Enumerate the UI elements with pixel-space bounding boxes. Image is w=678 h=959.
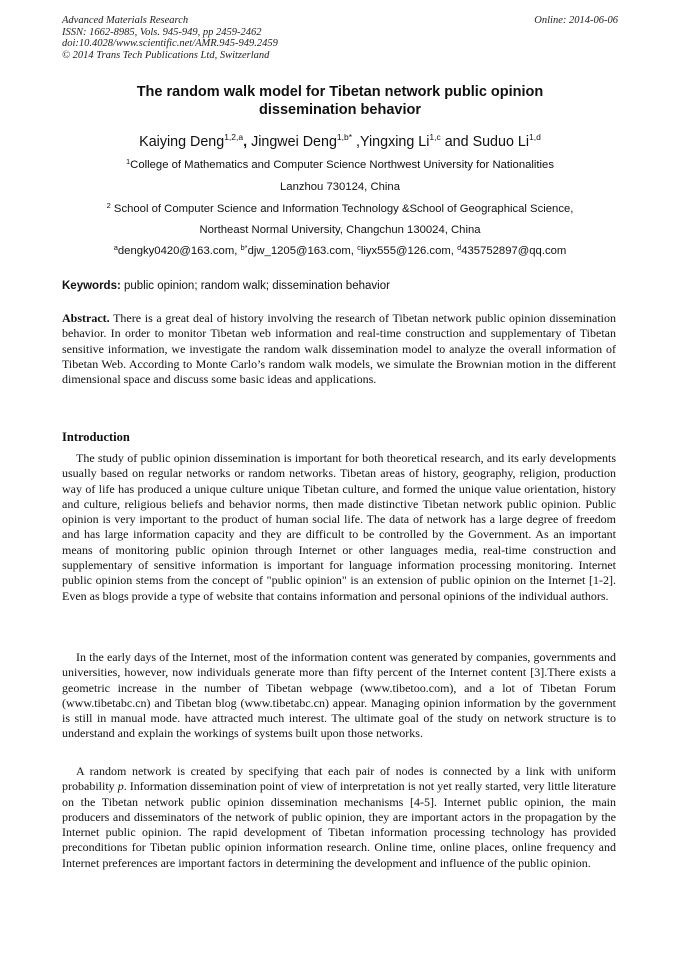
- author-name: Jingwei Deng: [251, 134, 337, 150]
- section-heading-introduction: Introduction: [62, 430, 130, 444]
- email-address: liyx555@126.com,: [360, 245, 458, 257]
- title-line-1: The random walk model for Tibetan network public opinion: [136, 84, 544, 100]
- author-separator: ,: [243, 134, 252, 150]
- author-name: Kaiying Deng: [139, 134, 225, 150]
- email-address: dengky0420@163.com,: [117, 245, 241, 257]
- probability-variable: p: [117, 779, 124, 794]
- abstract: [62, 311, 616, 387]
- author-name: Yingxing Li: [359, 134, 430, 150]
- affiliation-1-line-1: $^1$College of Mathematics and Computer Science Northwest University for Nationalities: [126, 157, 554, 171]
- keywords-label: Keywords:: [62, 280, 121, 292]
- affiliation-2-line-2: Northeast Normal University, Changchun 130024, China: [199, 224, 481, 236]
- abstract-text: There is a great deal of history involving the research of Tibetan network public opinion dissemination behavior. In order to monitor Tibetan web information and real-time construction and supplementary of Tibetan sensitive information, we investigate the random walk dissemination model to analyze the overall information of Tibetan Web. According to Monte Carlo’s random walk models, we simulate the Brownian motion in the different dimensional space and discuss some basic ideas and applications.: [62, 311, 616, 387]
- email-address: djw_1205@163.com,: [247, 245, 358, 257]
- affiliation-2-line-1: $^2$ School of Computer Science and Information Technology &School of Geographical Science,: [106, 201, 574, 215]
- online-date: Online: 2014-06-06: [534, 15, 618, 26]
- affiliation-superscript: 2: [106, 201, 111, 210]
- journal-header: [62, 15, 618, 61]
- author-superscript: 1,b*: [336, 132, 353, 142]
- author-list: [62, 133, 618, 151]
- author-superscript: 1,c: [429, 132, 441, 142]
- affiliation-superscript: 1: [126, 157, 131, 166]
- author-separator: and: [440, 134, 473, 150]
- abstract-label: Abstract.: [62, 311, 110, 325]
- paper-title: [62, 83, 618, 119]
- email-address: 435752897@qq.com: [461, 245, 567, 257]
- keywords-text: public opinion; random walk; dissemination behavior: [120, 280, 390, 292]
- doi-line: doi:10.4028/www.scientific.net/AMR.945-949.2459: [62, 38, 278, 49]
- copyright-line: © 2014 Trans Tech Publications Ltd, Switzerland: [62, 49, 270, 61]
- author-name: Suduo Li: [472, 134, 530, 150]
- affiliation-1-line-2: Lanzhou 730124, China: [280, 181, 400, 193]
- journal-name: Advanced Materials Research: [62, 15, 189, 26]
- email-list: $^a$dengky0420@163.com, $^{b*}$djw_1205@163.com, $^c$liyx555@126.com, $^d$435752897@qq.com: [113, 243, 567, 257]
- author-superscript: 1,d: [529, 132, 541, 142]
- author-separator: ,: [352, 134, 360, 150]
- body-paragraph-2: In the early days of the Internet, most of the information content was generated by companies, governments and universities, however, now individuals generate more than fifty percent of the Internet content [3].There exists a geometric increase in the number of Tibetan webpage (www.tibetoo.com), and a lot of Tibetan Forum (www.tibetabc.cn) and Tibetan blog (www.tibetabc.cn) appear. Managing opinion information by the government is still in manual mode. have attracted much interest. The ultimate goal of the study on network structure is to understand and explain the workings of systems built upon those networks.: [62, 650, 616, 741]
- keywords: [62, 279, 618, 293]
- body-paragraph-1: The study of public opinion dissemination is important for both theoretical research, and its early developments usually based on regular networks or random networks. Tibetan areas of history, geography, religion, production way of life has produced a unique culture unique Tibetan culture, and formed the unique value orientation, history and culture, religious beliefs and behavior norms, then made distinctive Tibetan network public opinion. Public opinion is very important to the product of human social life. The data of network has a large degree of freedom and has large information capacity and they are difficult to be controlled by the Government. As an important means of monitoring public opinion through Internet or other languages media, real-time construction and supplementary of sensitive information is important for language information processing monitoring. Internet public opinion stems from the concept of "public opinion" is an extension of public opinion on the Internet [1-2]. Even as blogs provide a type of website that contains information and personal opinions of the individual authors.: [62, 451, 616, 603]
- issn-line: ISSN: 1662-8985, Vols. 945-949, pp 2459-2462: [62, 26, 262, 38]
- author-superscript: 1,2,a: [224, 132, 244, 142]
- body-paragraph-3: A random network is created by specifying that each pair of nodes is connected by a link with uniform probability p. Information dissemination point of view of interpretation is not yet really started, very little literature on the Tibetan network public opinion dissemination mechanisms [4-5]. Internet public opinion, the main producers and disseminators of the network of public opinion, they are important actors in the propagation by the Internet public opinion. The rapid development of Tibetan information processing technology has provided preconditions for Tibetan public opinion information research. Online time, online places, online frequency and Internet preferences are important factors in determining the development and influence of the public opinion.: [62, 764, 616, 870]
- title-line-2: dissemination behavior: [259, 102, 421, 118]
